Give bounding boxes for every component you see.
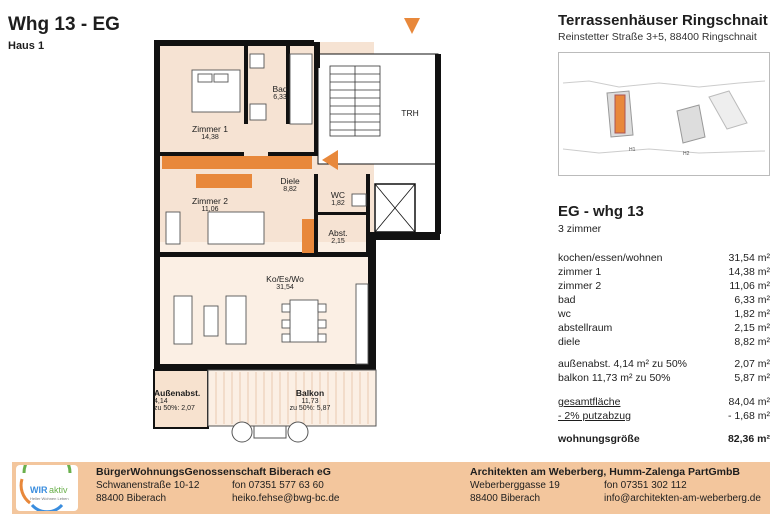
area-row: zimmer 2 11,06 m² — [558, 280, 770, 292]
room-wc: WC 1,82 — [330, 190, 346, 207]
area-row: kochen/essen/wohnen 31,54 m² — [558, 252, 770, 264]
summary-table — [558, 396, 770, 426]
bed-icon — [208, 212, 264, 244]
room-zimmer-2: Zimmer 2 11,06 — [192, 196, 228, 213]
sofa-icon — [226, 296, 246, 344]
site-label-h1: H1 — [629, 147, 636, 153]
area-row: abstellraum 2,15 m² — [558, 322, 770, 334]
svg-text:Heller Wohnen Leben: Heller Wohnen Leben — [30, 496, 69, 501]
area-row: bad 6,33 m² — [558, 294, 770, 306]
svg-text:WIR: WIR — [30, 485, 48, 495]
total-row: wohnungsgröße 82,36 m² — [558, 433, 770, 445]
desk-icon — [166, 212, 180, 244]
outdoor-table — [558, 358, 770, 388]
wardrobe — [196, 174, 252, 188]
wir-aktiv-logo — [16, 465, 78, 511]
wardrobe — [162, 156, 312, 169]
area-row: außenabst. 4,14 m² zu 50% 2,07 m² — [558, 358, 770, 370]
client-city: 88400 Biberach — [96, 493, 167, 504]
architect-city: 88400 Biberach — [470, 493, 541, 504]
room-abstellraum: Abst. 2,15 — [328, 228, 348, 245]
client-email[interactable]: heiko.fehse@bwg-bc.de — [232, 493, 340, 504]
patio-chair-icon — [232, 422, 252, 442]
house-label: Haus 1 — [8, 40, 45, 52]
area-table — [558, 252, 770, 352]
room-zimmer-1: Zimmer 1 14,38 — [192, 124, 228, 141]
room-trh: TRH — [401, 108, 419, 118]
room-balkon: Balkon 11,73 zu 50%: 5,87 — [289, 388, 331, 412]
site-map-icon — [559, 53, 769, 175]
room-kochen-essen-wohnen: Ko/Es/Wo 31,54 — [266, 274, 304, 291]
patio-chair-icon — [288, 422, 308, 442]
area-row: diele 8,82 m² — [558, 336, 770, 348]
room-aussenabstellraum: Außenabst. 4,14 zu 50%: 2,07 — [154, 388, 201, 412]
sink-icon — [250, 104, 266, 120]
entrance-arrow-icon — [404, 18, 420, 34]
toilet-icon — [250, 54, 264, 68]
area-row: wc 1,82 m² — [558, 308, 770, 320]
apartment-title: Whg 13 - EG — [8, 14, 120, 35]
area-row: balkon 11,73 m² zu 50% 5,87 m² — [558, 372, 770, 384]
dining-table-icon — [290, 300, 318, 342]
client-org: BürgerWohnungsGenossenschaft Biberach eG — [96, 466, 331, 478]
unit-rooms: 3 zimmer — [558, 223, 602, 235]
project-address: Reinstetter Straße 3+5, 88400 Ringschnait — [558, 31, 757, 43]
site-plan — [558, 52, 770, 176]
client-phone: fon 07351 577 63 60 — [232, 480, 324, 491]
floor-plan — [140, 14, 460, 444]
architect-org: Architekten am Weberberg, Humm-Zalenga PartGmbB — [470, 466, 740, 478]
logo-icon — [16, 465, 78, 511]
kitchen-counter-icon — [356, 284, 368, 364]
area-row: gesamtfläche 84,04 m² — [558, 396, 770, 408]
sofa-icon — [174, 296, 192, 344]
wardrobe — [302, 219, 314, 253]
area-row: zimmer 1 14,38 m² — [558, 266, 770, 278]
toilet-icon — [352, 194, 366, 206]
project-title: Terrassenhäuser Ringschnait — [558, 12, 768, 29]
room-diele: Diele 8,82 — [280, 176, 300, 193]
svg-text:aktiv: aktiv — [49, 485, 68, 495]
architect-email[interactable]: info@architekten-am-weberberg.de — [604, 493, 761, 504]
client-street: Schwanenstraße 10-12 — [96, 480, 200, 491]
area-row: - 2% putzabzug - 1,68 m² — [558, 410, 770, 422]
architect-street: Weberberggasse 19 — [470, 480, 560, 491]
room-bad: Bad 6,33 — [272, 84, 288, 101]
architect-phone: fon 07351 302 112 — [604, 480, 687, 491]
unit-title: EG - whg 13 — [558, 203, 644, 220]
site-label-h2: H2 — [683, 151, 690, 157]
